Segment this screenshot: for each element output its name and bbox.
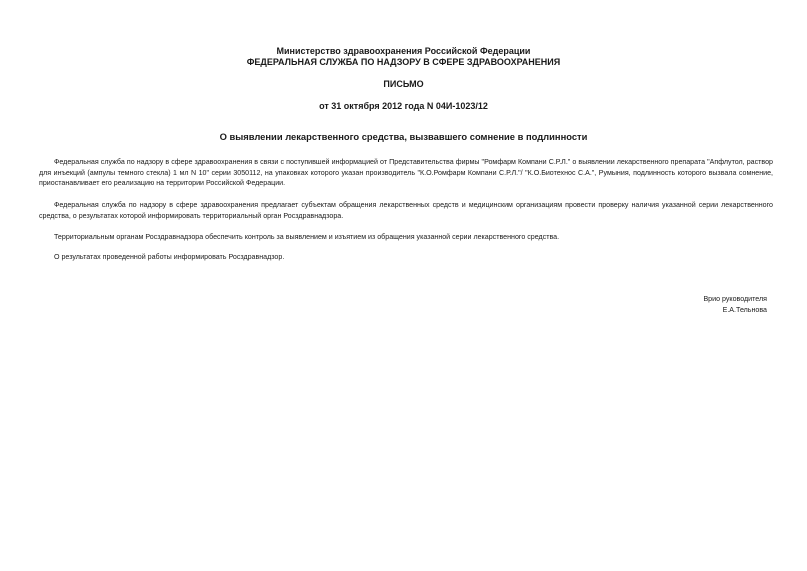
body-paragraph-2: Федеральная служба по надзору в сфере здравоохранения предлагает субъектам обращения лекарственных средств и медицинским организациям провести проверку наличия указанной серии лекарственного средства, о результатах которой информировать территориальный орган Росздравнадзора. <box>39 201 773 220</box>
document-type: ПИСЬМО <box>383 79 424 89</box>
signature-block <box>703 294 767 315</box>
document-date-number: от 31 октября 2012 года N 04И-1023/12 <box>319 101 488 111</box>
service-heading: ФЕДЕРАЛЬНАЯ СЛУЖБА ПО НАДЗОРУ В СФЕРЕ ЗДРАВООХРАНЕНИЯ <box>246 57 561 67</box>
body-paragraph-4: О результатах проведенной работы информировать Росздравнадзор. <box>54 253 285 261</box>
ministry-heading: Министерство здравоохранения Российской Федерации <box>276 46 531 56</box>
signature-name: Е.А.Тельнова <box>722 305 767 314</box>
document-subject: О выявлении лекарственного средства, вызвавшего сомнение в подлинности <box>219 131 588 142</box>
signature-position: Врио руководителя <box>703 295 767 303</box>
body-paragraph-1: Федеральная служба по надзору в сфере здравоохранения в связи с поступившей информацией от Представительства фирмы "Ромфарм Компани С.Р.Л." о выявлении лекарственного препарата "Апфлутол, раствор для инъекций (ампулы темного стекла) 1 мл N 10" серии 3050112, на упаковках которого указан производитель "К.О.Ромфарм Компани С.Р.Л."/ "К.О.Биотехнос С.А.", Румыния, подлинность которого вызвала сомнение, приостанавливает его реализацию на территории Российской Федерации. <box>39 158 773 188</box>
body-paragraph-3: Территориальным органам Росздравнадзора обеспечить контроль за выявлением и изъятием из обращения указанной серии лекарственного средства. <box>54 233 560 241</box>
